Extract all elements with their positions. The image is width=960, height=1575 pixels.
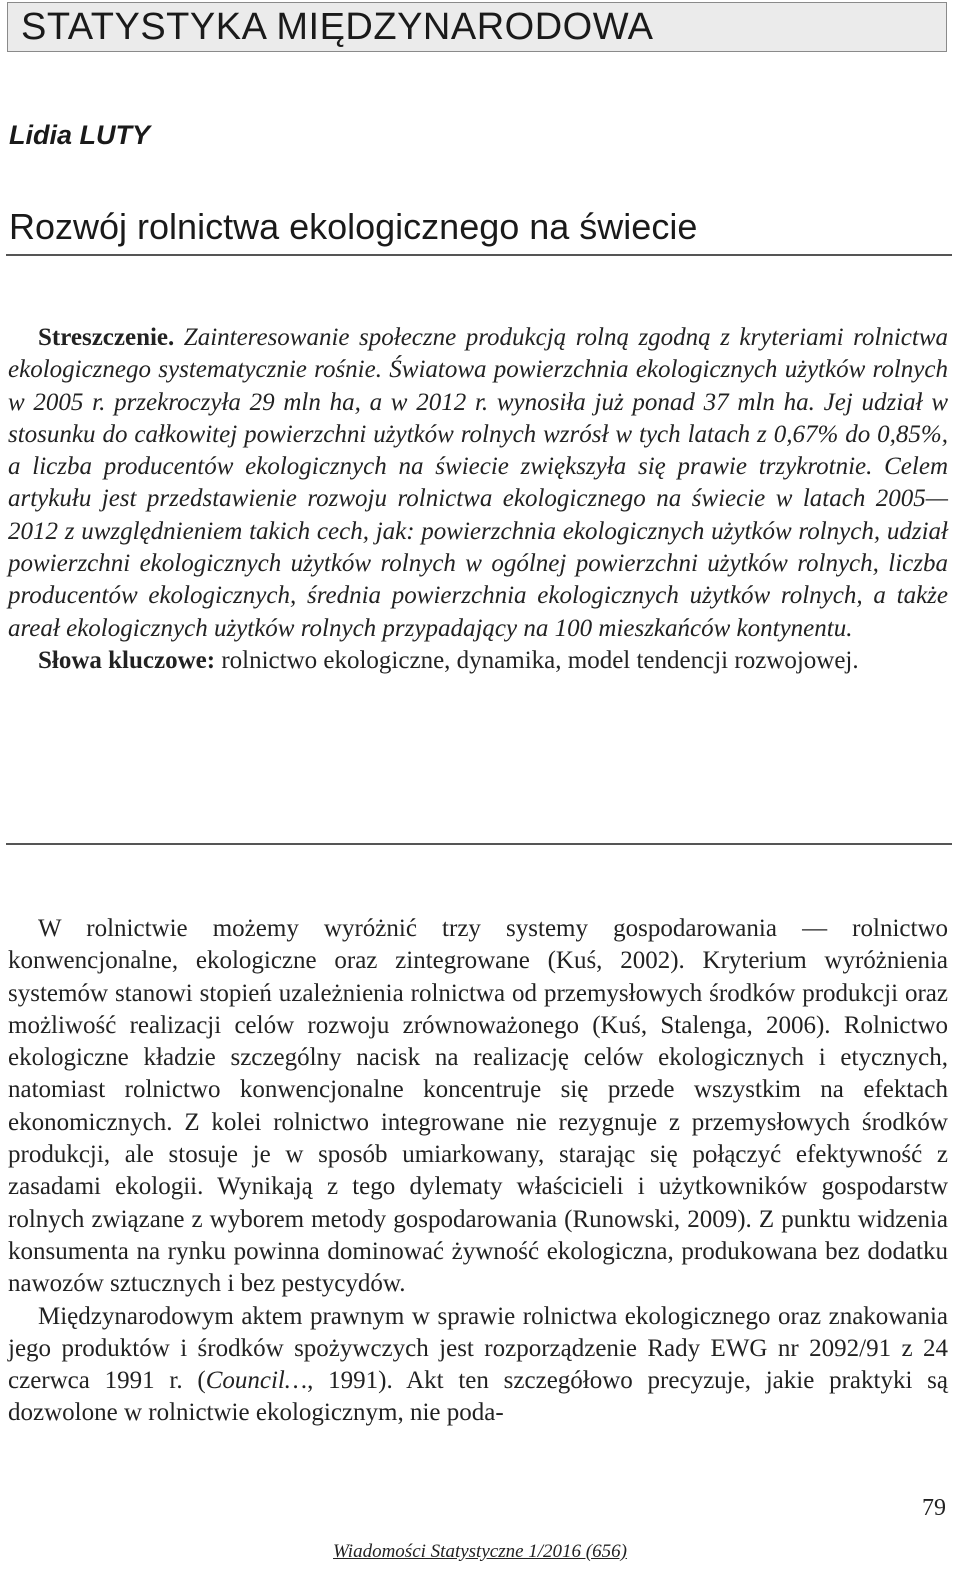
page-number: 79 xyxy=(922,1495,946,1521)
abstract-divider xyxy=(6,843,952,845)
section-title: STATYSTYKA MIĘDZYNARODOWA xyxy=(21,6,654,48)
citation-council: Council… xyxy=(205,1367,308,1395)
abstract-label: Streszczenie. xyxy=(38,324,175,351)
keywords-text: rolnictwo ekologiczne, dynamika, model tendencji rozwojowej. xyxy=(215,646,859,674)
body-paragraph-2: Międzynarodowym aktem prawnym w sprawie rolnictwa ekologicznego oraz znakowania jego produktów i środków spożywczych jest rozporządzenie Rady EWG nr 2092/91 z 24 czerwca 1991 r. (Council…, 1991). Akt ten szczegółowo precyzuje, jakie praktyki są dozwolone w rolnictwie ekologicznym, nie poda- xyxy=(8,1302,948,1427)
abstract xyxy=(8,322,948,677)
abstract-text: Zainteresowanie społeczne produkcją rolną zgodną z kryteriami rolnictwa ekologicznego systematycznie rośnie. Światowa powierzchnia ekologicznych użytków rolnych w 2005 r. przekroczyła 29 mln ha, a w 2012 r. wynosiła już ponad 37 mln ha. Jej udział w stosunku do całkowitej powierzchni użytków rolnych wzrósł w tych latach z 0,67% do 0,85%, a liczba producentów ekologicznych na świecie zwiększyła się prawie trzykrotnie. Celem artykułu jest przedstawienie rozwoju rolnictwa ekologicznego na świecie w latach 2005—2012 z uwzględnieniem takich cech, jak: powierzchnia ekologicznych użytków rolnych, udział powierzchni ekologicznych użytków rolnych w ogólnej powierzchni użytków rolnych, liczba producentów ekologicznych, średnia powierzchnia ekologicznych użytków rolnych, a także areał ekologicznych użytków rolnych przypadający na 100 mieszkańców kontynentu. xyxy=(8,324,948,642)
keywords-label: Słowa kluczowe: xyxy=(38,646,216,674)
journal-footer: Wiadomości Statystyczne 1/2016 (656) xyxy=(333,1541,627,1562)
body-text xyxy=(8,913,948,1430)
article-title: Rozwój rolnictwa ekologicznego na świecie xyxy=(9,206,698,247)
section-header-bar xyxy=(7,2,947,52)
title-divider xyxy=(6,254,952,256)
body-paragraph-1: W rolnictwie możemy wyróżnić trzy systemy gospodarowania — rolnictwo konwencjonalne, ekologiczne oraz zintegrowane (Kuś, 2002). Kryterium wyróżnienia systemów stanowi stopień uzależnienia rolnictwa od przemysłowych środków produkcji oraz możliwość realizacji celów rozwoju zrównoważonego (Kuś, Stalenga, 2006). Rolnictwo ekologiczne kładzie szczególny nacisk na realizację celów ekologicznych i etycznych, natomiast rolnictwo konwencjonalne koncentruje się przede wszystkim na efektach ekonomicznych. Z kolei rolnictwo integrowane nie rezygnuje z przemysłowych środków produkcji, ale stosuje je w sposób umiarkowany, starając się połączyć efektywność z zasadami ekologii. Wynikają z tego dylematy właścicieli i użytkowników gospodarstw rolnych związane z wyborem metody gospodarowania (Runowski, 2009). Z punktu widzenia konsumenta na rynku powinna dominować żywność ekologiczna, produkowana bez dodatku nawozów sztucznych i bez pestycydów. xyxy=(8,915,948,1298)
author-name: Lidia LUTY xyxy=(9,120,150,150)
